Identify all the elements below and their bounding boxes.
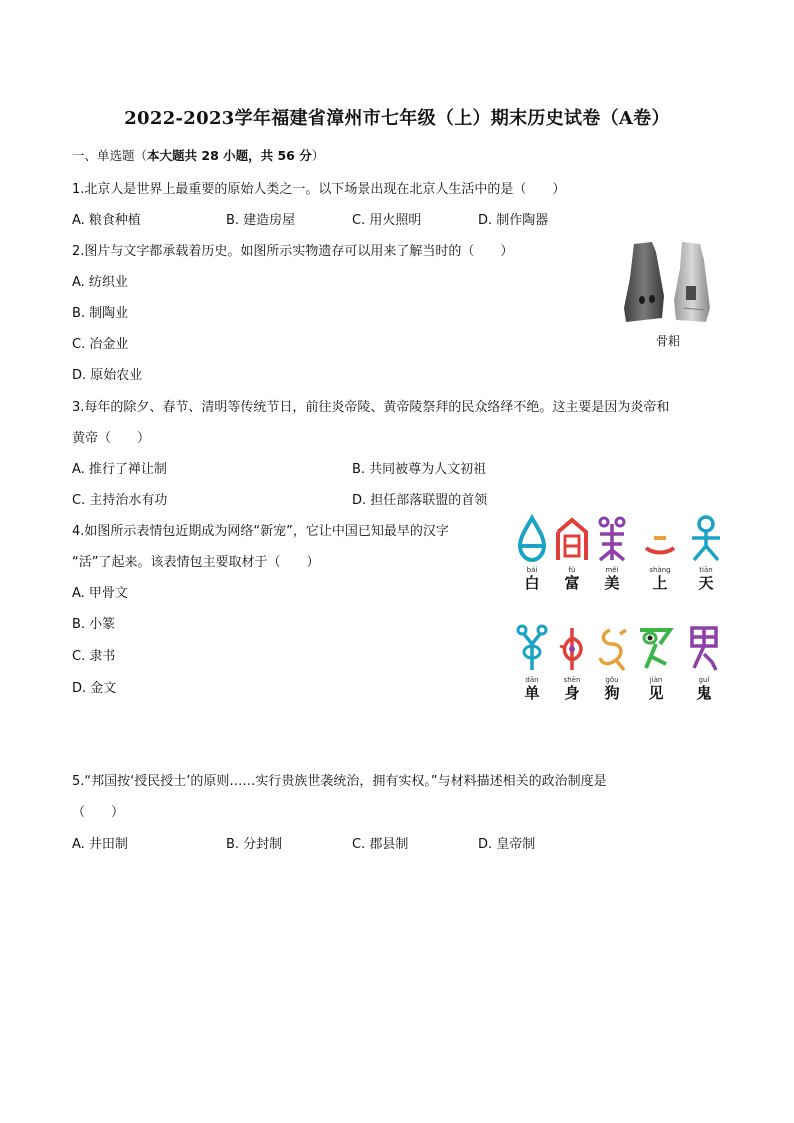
q1-option-c: C. 用火照明 <box>352 213 422 228</box>
question-3-stem-line2: 黄帝（ ） <box>72 431 151 446</box>
section-detail: 本大题共 28 小题，共 56 分 <box>147 148 312 163</box>
question-3-stem-line1: 3.每年的除夕、春节、清明等传统节日，前往炎帝陵、黄帝陵祭拜的民众络绎不绝。这主要是因为炎帝和 <box>72 400 670 415</box>
q3-option-c: C. 主持治水有功 <box>72 493 168 508</box>
q4-option-a: A. 甲骨文 <box>72 586 128 601</box>
question-2-stem: 2.图片与文字都承载着历史。如图所示实物遗存可以用来了解当时的（ ） <box>72 244 514 259</box>
bone-spade-caption: 骨耜 <box>656 334 681 348</box>
q5-option-b: B. 分封制 <box>226 837 283 852</box>
question-5-stem-line1: 5.“邦国按‘授民授土’的原则……实行贵族世袭统治，拥有实权。”与材料描述相关的政治制度是 <box>72 774 607 789</box>
glyph-bai: bái 白 <box>512 514 552 592</box>
q1-option-d: D. 制作陶器 <box>478 213 549 228</box>
question-1-stem: 1.北京人是世界上最重要的原始人类之一。以下场景出现在北京人生活中的是（ ） <box>72 182 566 197</box>
question-5-stem-line2: （ ） <box>72 805 125 820</box>
exam-title: 2022-2023学年福建省漳州市七年级（上）期末历史试卷（A卷） <box>124 108 670 129</box>
q5-option-a: A. 井田制 <box>72 837 128 852</box>
glyph-jian: jiàn 见 <box>636 624 676 702</box>
q1-option-a: A. 粮食种植 <box>72 213 141 228</box>
q3-option-d: D. 担任部落联盟的首领 <box>352 493 488 508</box>
q5-option-c: C. 郡县制 <box>352 837 409 852</box>
q4-option-b: B. 小篆 <box>72 617 116 632</box>
q1-option-b: B. 建造房屋 <box>226 213 296 228</box>
glyph-fu: fù 富 <box>552 514 592 592</box>
glyph-mei: měi 美 <box>592 514 632 592</box>
q2-option-c: C. 冶金业 <box>72 337 129 352</box>
glyph-gui: guǐ 鬼 <box>684 624 724 702</box>
q4-option-d: D. 金文 <box>72 681 117 696</box>
bone-spade-figure <box>620 238 720 328</box>
q4-option-c: C. 隶书 <box>72 649 116 664</box>
glyph-tian: tiān 天 <box>686 514 726 592</box>
question-4-stem-line1: 4.如图所示表情包近期成为网络“新宠”，它让中国已知最早的汉字 <box>72 524 449 539</box>
glyph-dan: dān 单 <box>512 624 552 702</box>
q3-option-b: B. 共同被尊为人文初祖 <box>352 462 487 477</box>
question-4-stem-line2: “活”了起来。该表情包主要取材于（ ） <box>72 555 320 570</box>
q2-option-d: D. 原始农业 <box>72 368 143 383</box>
q5-option-d: D. 皇帝制 <box>478 837 536 852</box>
q2-option-a: A. 纺织业 <box>72 275 128 290</box>
section-heading: 一、单选题（本大题共 28 小题，共 56 分） <box>72 148 325 163</box>
glyph-gou: gǒu 狗 <box>592 624 632 702</box>
q3-option-a: A. 推行了禅让制 <box>72 462 167 477</box>
q2-option-b: B. 制陶业 <box>72 306 129 321</box>
glyph-shen: shēn 身 <box>552 624 592 702</box>
oracle-emoji-figure <box>512 514 726 724</box>
glyph-shang: shàng 上 <box>640 514 680 592</box>
